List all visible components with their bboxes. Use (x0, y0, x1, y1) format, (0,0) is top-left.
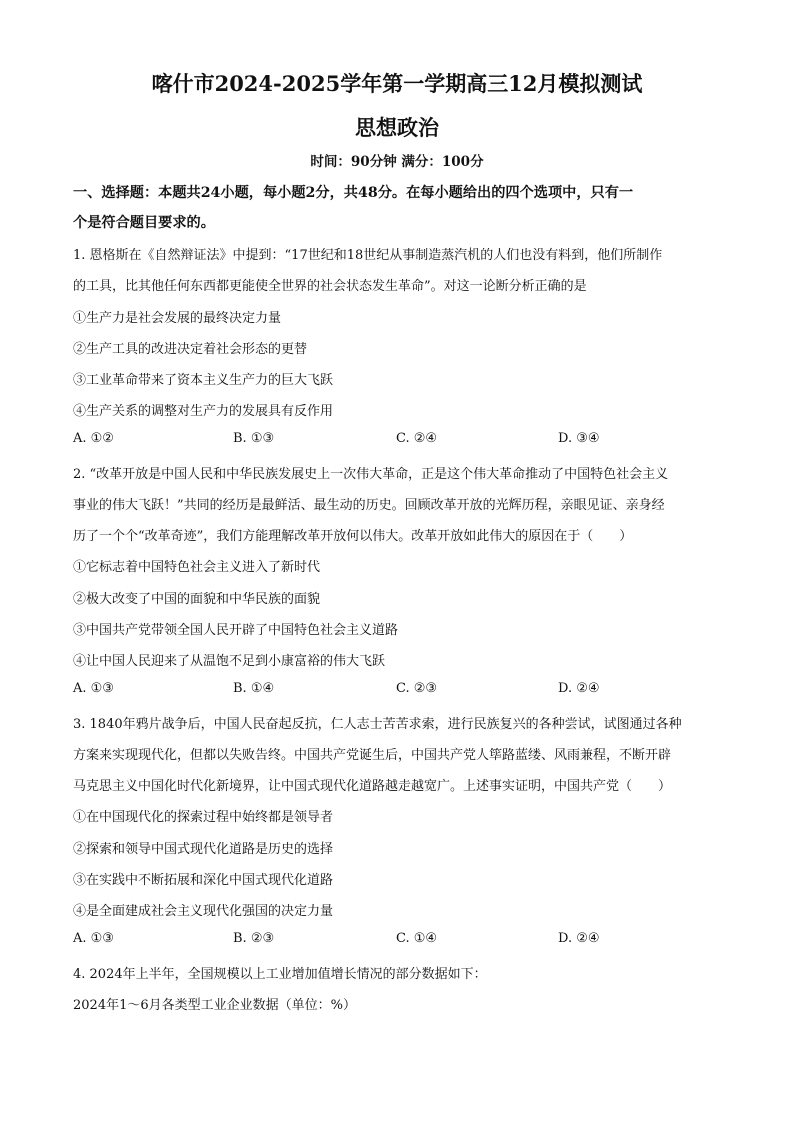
question-2-line-3: 历了一个个“改革奇迹”，我们方能理解改革开放何以伟大。改革开放如此伟大的原因在于（ ） (73, 529, 633, 544)
question-1-line-2: 的工具，比其他任何东西都更能使全世界的社会状态发生革命”。对这一论断分析正确的是 (73, 279, 587, 294)
section-heading-line-1: 一、选择题：本题共24小题，每小题2分，共48分。在每小题给出的四个选项中，只有一 (73, 185, 634, 201)
question-1-statement-2: ②生产工具的改进决定着社会形态的更替 (73, 342, 308, 357)
question-1-statement-3: ③工业革命带来了资本主义生产力的巨大飞跃 (73, 373, 334, 388)
question-2-option-d: D. ②④ (558, 681, 600, 696)
question-1-option-c: C. ②④ (396, 431, 438, 446)
question-2-statement-4: ④让中国人民迎来了从温饱不足到小康富裕的伟大飞跃 (73, 654, 386, 669)
question-3-line-3: 马克思主义中国化时代化新境界，让中国式现代化道路越走越宽广。上述事实证明，中国共产党（ ） (73, 779, 672, 794)
question-3-statement-1: ①在中国现代化的探索过程中始终都是领导者 (73, 810, 334, 825)
question-3-option-b: B. ②③ (233, 931, 275, 946)
question-1-statement-1: ①生产力是社会发展的最终决定力量 (73, 311, 282, 326)
question-3-option-d: D. ②④ (558, 931, 600, 946)
question-2-option-a: A. ①③ (73, 681, 114, 696)
question-2-statement-1: ①它标志着中国特色社会主义进入了新时代 (73, 560, 321, 575)
question-3-line-2: 方案来实现现代化，但都以失败告终。中国共产党诞生后，中国共产党人筚路蓝缕、风雨兼程，不断开辟 (73, 748, 672, 763)
question-3-option-a: A. ①③ (73, 931, 114, 946)
question-2-statement-3: ③中国共产党带领全国人民开辟了中国特色社会主义道路 (73, 623, 399, 638)
section-heading-line-2: 个是符合题目要求的。 (73, 215, 215, 231)
question-2-line-1: 2. “改革开放是中国人民和中华民族发展史上一次伟大革命，正是这个伟大革命推动了中国特色社会主义 (73, 467, 669, 482)
question-1-line-1: 1. 恩格斯在《自然辩证法》中提到：“17世纪和18世纪从事制造蒸汽机的人们也没有料到，他们所制作 (73, 248, 663, 263)
question-3-line-1: 3. 1840年鸦片战争后，中国人民奋起反抗，仁人志士苦苦求索，进行民族复兴的各种尝试，试图通过各种 (73, 717, 682, 732)
question-3-statement-3: ③在实践中不断拓展和深化中国式现代化道路 (73, 873, 334, 888)
question-2-option-c: C. ②③ (396, 681, 438, 696)
question-3-statement-4: ④是全面建成社会主义现代化强国的决定力量 (73, 904, 334, 919)
exam-info: 时间：90分钟 满分：100分 (310, 154, 484, 170)
question-4-line-1: 4. 2024年上半年，全国规模以上工业增加值增长情况的部分数据如下： (73, 967, 487, 982)
question-1-statement-4: ④生产关系的调整对生产力的发展具有反作用 (73, 404, 334, 419)
question-2-option-b: B. ①④ (233, 681, 275, 696)
question-1-option-d: D. ③④ (558, 431, 600, 446)
question-2-line-2: 事业的伟大飞跃！”共同的经历是最鲜活、最生动的历史。回顾改革开放的光辉历程，亲眼见证、亲身经 (73, 498, 665, 513)
question-1-option-b: B. ①③ (233, 431, 275, 446)
question-3-option-c: C. ①④ (396, 931, 438, 946)
subject-title: 思想政治 (355, 115, 439, 140)
question-3-statement-2: ②探索和领导中国式现代化道路是历史的选择 (73, 842, 334, 857)
question-2-statement-2: ②极大改变了中国的面貌和中华民族的面貌 (73, 592, 321, 607)
question-4-table-caption: 2024年1～6月各类型工业企业数据（单位：%） (73, 998, 356, 1013)
exam-title: 喀什市2024-2025学年第一学期高三12月模拟测试 (151, 71, 643, 96)
question-1-option-a: A. ①② (73, 431, 114, 446)
